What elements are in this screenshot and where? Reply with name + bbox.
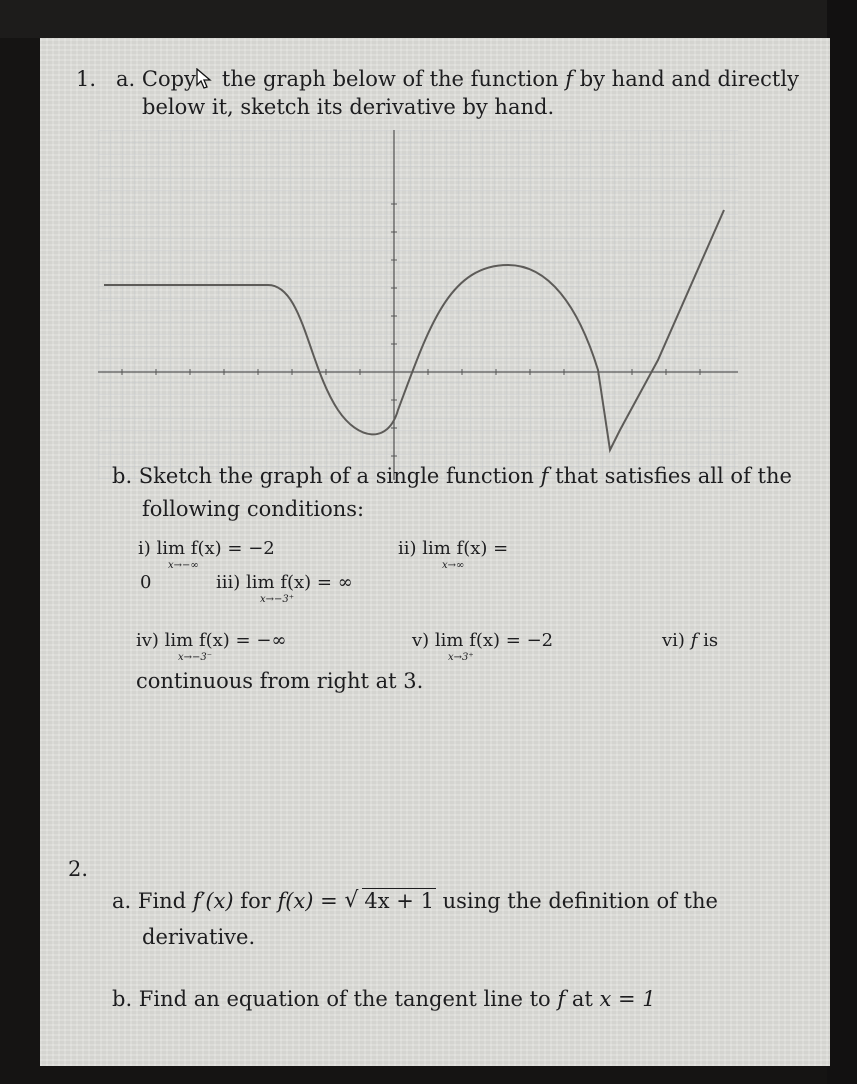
- condition-v: v) lim f(x) = −2: [412, 630, 554, 651]
- problem-2b-text: b. Find an equation of the tangent line to: [112, 987, 551, 1011]
- condition-vi-text: is: [703, 630, 719, 651]
- function-f: f: [565, 67, 574, 91]
- condition-iv-subscript: x→−3⁻: [178, 652, 213, 663]
- screen-bezel-top: [0, 0, 857, 38]
- problem-1a-line-2: below it, sketch its derivative by hand.: [142, 95, 555, 119]
- condition-i-subscript: x→−∞: [168, 560, 199, 571]
- condition-vi-line-2: continuous from right at 3.: [136, 669, 424, 693]
- problem-1b-text-2: that satisfies all of the: [555, 464, 792, 488]
- problem-2a-text: a. Find: [112, 889, 187, 913]
- function-graph: [98, 130, 738, 480]
- graph-grid: [98, 130, 738, 480]
- condition-ii: ii) lim f(x) =: [398, 538, 509, 559]
- function-f-b: f: [540, 464, 549, 488]
- derivative-notation: f′(x): [192, 889, 234, 913]
- condition-iii: iii) lim f(x) = ∞: [216, 572, 353, 593]
- mouse-pointer-icon: [196, 68, 212, 90]
- condition-iii-subscript: x→−3⁺: [260, 594, 295, 605]
- radical-sign-icon: √: [344, 888, 359, 913]
- screen-bezel-right: [827, 0, 857, 1084]
- problem-1-number: 1.: [76, 67, 97, 91]
- condition-vi: [662, 628, 718, 654]
- problem-1b-line-1: [112, 463, 792, 489]
- problem-2b-line: [112, 986, 656, 1012]
- problem-2a-line-1: [112, 888, 718, 914]
- problem-1b-line-2: following conditions:: [142, 497, 365, 521]
- condition-iv: iv) lim f(x) = −∞: [136, 630, 287, 651]
- condition-i: i) lim f(x) = −2: [138, 538, 275, 559]
- problem-1a-text: the graph below of the function: [221, 67, 559, 91]
- worksheet-page: [40, 38, 830, 1066]
- problem-1a-label: a. Copy: [116, 67, 196, 91]
- condition-ii-subscript: x→∞: [442, 560, 465, 571]
- x-value: x = 1: [599, 987, 656, 1011]
- radicand: 4x + 1: [364, 889, 434, 913]
- function-f-2b: f: [557, 987, 566, 1011]
- function-f-vi: f: [690, 630, 698, 651]
- problem-1a-line-1: [116, 66, 799, 92]
- problem-1a-text-2: by hand and directly: [579, 67, 799, 91]
- function-definition: f(x) =: [277, 889, 338, 913]
- problem-2b-at: at: [571, 987, 593, 1011]
- condition-vi-label: vi): [662, 630, 685, 651]
- square-root: [344, 888, 436, 914]
- problem-2-number: 2.: [68, 857, 89, 881]
- condition-ii-value: 0: [140, 572, 152, 593]
- problem-1b-text: b. Sketch the graph of a single function: [112, 464, 534, 488]
- condition-v-subscript: x→3⁺: [448, 652, 474, 663]
- problem-2a-text-2: using the definition of the: [442, 889, 718, 913]
- problem-2a-for: for: [240, 889, 271, 913]
- problem-2a-line-2: derivative.: [142, 925, 256, 949]
